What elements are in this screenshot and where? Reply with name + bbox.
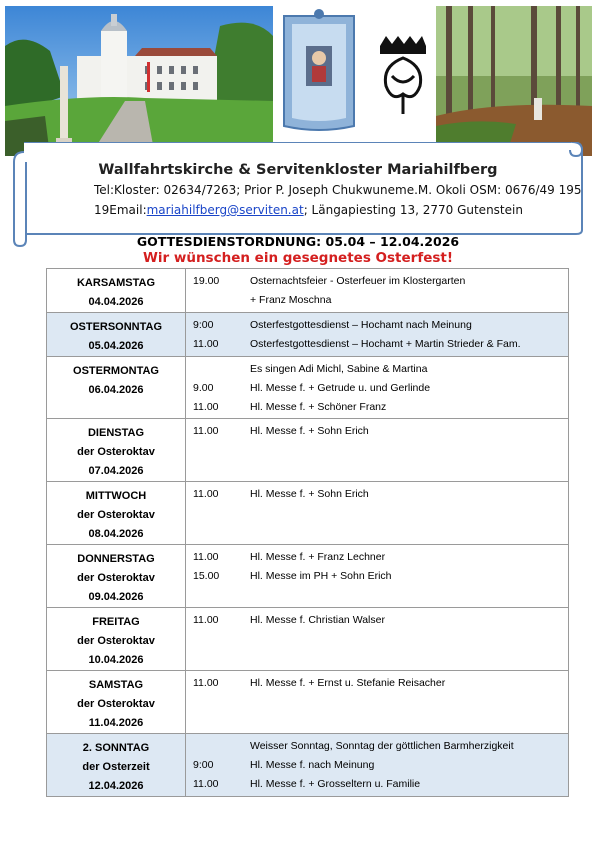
service-event: Hl. Messe f. + Sohn Erich bbox=[250, 425, 369, 437]
table-row bbox=[47, 482, 569, 545]
day-subtitle: der Osteroktav bbox=[77, 572, 155, 584]
service-event: Hl. Messe f. + Grosseltern u. Familie bbox=[250, 778, 421, 790]
easter-greeting: Wir wünschen ein gesegnetes Osterfest! bbox=[142, 250, 454, 266]
day-name: 2. SONNTAG bbox=[82, 742, 150, 754]
service-time: 11.00 bbox=[193, 778, 219, 790]
service-event: Osterfestgottesdienst – Hochamt + Martin Strieder & Fam. bbox=[250, 338, 521, 350]
events-cell bbox=[246, 734, 569, 797]
service-time: 9:00 bbox=[193, 319, 214, 331]
events-cell bbox=[246, 545, 569, 608]
service-event: Weisser Sonntag, Sonntag der göttlichen Barmherzigkeit bbox=[250, 740, 514, 752]
day-cell bbox=[47, 734, 186, 797]
day-subtitle: der Osteroktav bbox=[77, 446, 155, 458]
service-event: Hl. Messe f. + Sohn Erich bbox=[250, 488, 369, 500]
day-cell bbox=[47, 671, 186, 734]
service-event: Osternachtsfeier - Osterfeuer im Klostergarten bbox=[250, 275, 466, 287]
service-event: Hl. Messe f. + Schöner Franz bbox=[250, 401, 387, 413]
events-cell bbox=[246, 671, 569, 734]
service-time: 11.00 bbox=[193, 488, 219, 500]
day-date: 09.04.2026 bbox=[88, 591, 144, 603]
times-cell bbox=[186, 608, 247, 671]
day-subtitle: der Osteroktav bbox=[77, 509, 155, 521]
day-cell bbox=[47, 419, 186, 482]
forest-photo bbox=[436, 6, 592, 156]
day-subtitle: der Osteroktav bbox=[77, 698, 155, 710]
day-cell bbox=[47, 269, 186, 313]
table-row bbox=[47, 313, 569, 357]
events-cell bbox=[246, 357, 569, 419]
service-event: + Franz Moschna bbox=[250, 294, 332, 306]
times-cell bbox=[186, 545, 247, 608]
day-cell bbox=[47, 545, 186, 608]
email-prefix: 19Email: bbox=[94, 203, 147, 217]
emblem-images bbox=[276, 6, 433, 156]
day-cell bbox=[47, 313, 186, 357]
contact-line: Tel:Kloster: 02634/7263; Prior P. Joseph Chukwuneme.M. Okoli OSM: 0676/49 195 bbox=[94, 183, 582, 197]
email-address-line bbox=[94, 203, 564, 217]
service-time bbox=[186, 737, 246, 756]
day-date: 11.04.2026 bbox=[88, 717, 144, 729]
table-row bbox=[47, 269, 569, 313]
service-time: 11.00 bbox=[193, 425, 219, 437]
service-time: 9.00 bbox=[193, 382, 214, 394]
times-cell bbox=[186, 734, 247, 797]
service-event: Hl. Messe f. Christian Walser bbox=[250, 614, 385, 626]
day-name: OSTERSONNTAG bbox=[69, 321, 163, 333]
day-name: KARSAMSTAG bbox=[76, 277, 155, 289]
events-cell bbox=[246, 313, 569, 357]
church-photo bbox=[5, 6, 273, 156]
day-name: FREITAG bbox=[92, 616, 140, 628]
service-event: Hl. Messe f. + Ernst u. Stefanie Reisacher bbox=[250, 677, 446, 689]
service-event: Hl. Messe f. nach Meinung bbox=[250, 759, 375, 771]
service-time: 11.00 bbox=[193, 338, 219, 350]
day-subtitle: der Osterzeit bbox=[82, 761, 150, 773]
day-name: OSTERMONTAG bbox=[73, 365, 159, 377]
day-date: 08.04.2026 bbox=[88, 528, 144, 540]
service-event: Hl. Messe f. + Getrude u. und Gerlinde bbox=[250, 382, 431, 394]
times-cell bbox=[186, 313, 247, 357]
events-cell bbox=[246, 608, 569, 671]
day-cell bbox=[47, 357, 186, 419]
service-event: Osterfestgottesdienst – Hochamt nach Meinung bbox=[250, 319, 472, 331]
day-date: 10.04.2026 bbox=[88, 654, 144, 666]
service-time bbox=[186, 291, 246, 310]
day-cell bbox=[47, 482, 186, 545]
service-time: 11.00 bbox=[193, 401, 219, 413]
service-event: Hl. Messe f. + Franz Lechner bbox=[250, 551, 386, 563]
header-title: Wallfahrtskirche & Servitenkloster Mariahilfberg bbox=[98, 162, 498, 178]
events-cell bbox=[246, 269, 569, 313]
table-row bbox=[47, 734, 569, 797]
address-text: ; Längapiesting 13, 2770 Gutenstein bbox=[303, 203, 523, 217]
day-date: 12.04.2026 bbox=[88, 780, 144, 792]
table-row bbox=[47, 671, 569, 734]
service-order-title: GOTTESDIENSTORDNUNG: 05.04 – 12.04.2026 bbox=[136, 234, 460, 249]
table-row bbox=[47, 357, 569, 419]
day-date: 04.04.2026 bbox=[88, 296, 144, 308]
service-time: 9:00 bbox=[193, 759, 214, 771]
events-cell bbox=[246, 482, 569, 545]
times-cell bbox=[186, 671, 247, 734]
service-event: Es singen Adi Michl, Sabine & Martina bbox=[250, 363, 428, 375]
service-time: 15.00 bbox=[193, 570, 220, 582]
table-row bbox=[47, 419, 569, 482]
day-name: SAMSTAG bbox=[88, 679, 144, 691]
service-time bbox=[186, 360, 246, 379]
times-cell bbox=[186, 482, 247, 545]
day-name: DIENSTAG bbox=[87, 427, 145, 439]
table-row bbox=[47, 545, 569, 608]
service-time: 11.00 bbox=[193, 551, 219, 563]
day-name: DONNERSTAG bbox=[77, 553, 155, 565]
events-cell bbox=[246, 419, 569, 482]
service-time: 19.00 bbox=[193, 275, 220, 287]
times-cell bbox=[186, 419, 247, 482]
day-subtitle: der Osteroktav bbox=[77, 635, 155, 647]
times-cell bbox=[186, 357, 247, 419]
email-link[interactable]: mariahilfberg@serviten.at bbox=[146, 203, 304, 217]
day-cell bbox=[47, 608, 186, 671]
day-date: 06.04.2026 bbox=[88, 384, 144, 396]
table-row bbox=[47, 608, 569, 671]
day-date: 07.04.2026 bbox=[88, 465, 144, 477]
service-schedule-table bbox=[46, 268, 569, 797]
service-event: Hl. Messe im PH + Sohn Erich bbox=[250, 570, 392, 582]
day-name: MITTWOCH bbox=[85, 490, 147, 502]
times-cell bbox=[186, 269, 247, 313]
day-date: 05.04.2026 bbox=[88, 340, 144, 352]
service-time: 11.00 bbox=[193, 614, 219, 626]
service-time: 11.00 bbox=[193, 677, 219, 689]
